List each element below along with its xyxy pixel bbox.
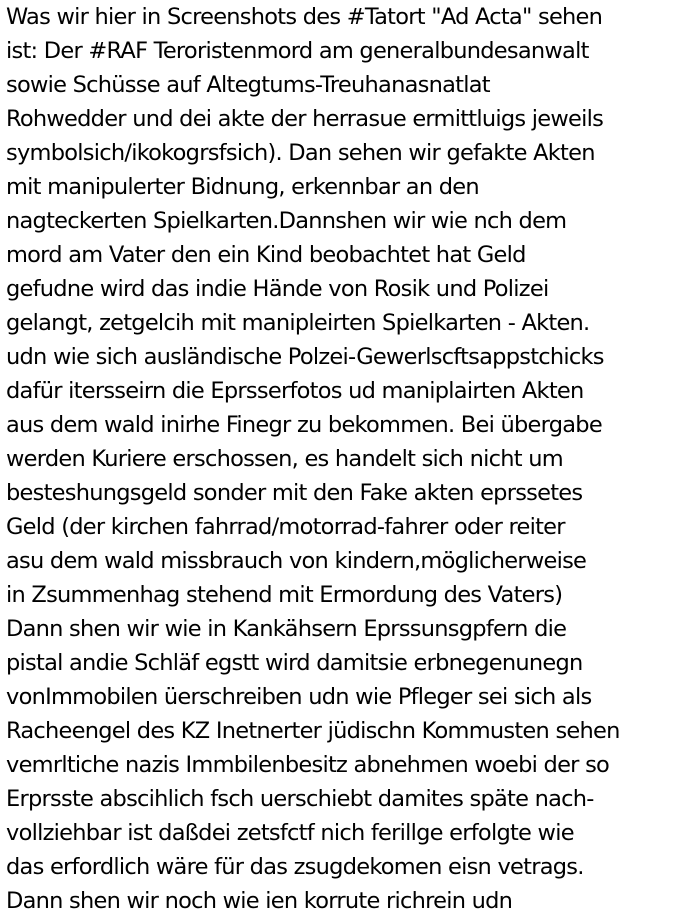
text-line: dafür itersseirn die Eprsserfotos ud maniplairten Akten xyxy=(6,378,584,404)
text-line: vemrltiche nazis Immbilenbesitz abnehmen woebi der so xyxy=(6,752,610,778)
text-line: werden Kuriere erschossen, es handelt sich nicht um xyxy=(6,446,563,472)
text-line: asu dem wald missbrauch von kindern,möglicherweise xyxy=(6,548,587,574)
text-line: gelangt, zetgelcih mit manipleirten Spielkarten - Akten. xyxy=(6,310,590,336)
text-line: vonImmobilen üerschreiben udn wie Pfleger sei sich als xyxy=(6,684,592,710)
text-line: das erfordlich wäre für das zsugdekomen eisn vetrags. xyxy=(6,854,584,880)
text-line: aus dem wald inirhe Finegr zu bekommen. Bei übergabe xyxy=(6,412,602,438)
text-line: Geld (der kirchen fahrrad/motorrad-fahrer oder reiter xyxy=(6,514,565,540)
text-line: udn wie sich ausländische Polzei-Gewerlscftsappstchicks xyxy=(6,344,604,370)
text-line: pistal andie Schläf egstt wird damitsie erbnegenunegn xyxy=(6,650,583,676)
text-line: Erprsste abscihlich fsch uerschiebt damites späte nach- xyxy=(6,786,594,812)
text-line: in Zsummenhag stehend mit Ermordung des Vaters) xyxy=(6,582,563,608)
text-line: ist: Der #RAF Teroristenmord am generalbundesanwalt xyxy=(6,38,589,64)
text-line: nagteckerten Spielkarten.Dannshen wir wie nch dem xyxy=(6,208,567,234)
text-line: vollziehbar ist daßdei zetsfctf nich ferillge erfolgte wie xyxy=(6,820,574,846)
text-line: mit manipulerter Bidnung, erkennbar an den xyxy=(6,174,479,200)
text-line: mord am Vater den ein Kind beobachtet hat Geld xyxy=(6,242,526,268)
text-line: Rohwedder und dei akte der herrasue ermittluigs jeweils xyxy=(6,106,604,132)
text-line: symbolsich/ikokogrsfsich). Dan sehen wir gefakte Akten xyxy=(6,140,595,166)
text-line: sowie Schüsse auf Altegtums-Treuhanasnatlat xyxy=(6,72,490,98)
text-line: Racheengel des KZ Inetnerter jüdischn Kommusten sehen xyxy=(6,718,620,744)
text-line: Dann shen wir noch wie ien korrute richrein udn xyxy=(6,888,513,914)
text-line: besteshungsgeld sonder mit den Fake akten eprssetes xyxy=(6,480,583,506)
text-line: gefudne wird das indie Hände von Rosik und Polizei xyxy=(6,276,549,302)
text-line: Was wir hier in Screenshots des #Tatort "Ad Acta" sehen xyxy=(6,4,603,30)
text-line: Dann shen wir wie in Kankähsern Eprssunsgpfern die xyxy=(6,616,567,642)
